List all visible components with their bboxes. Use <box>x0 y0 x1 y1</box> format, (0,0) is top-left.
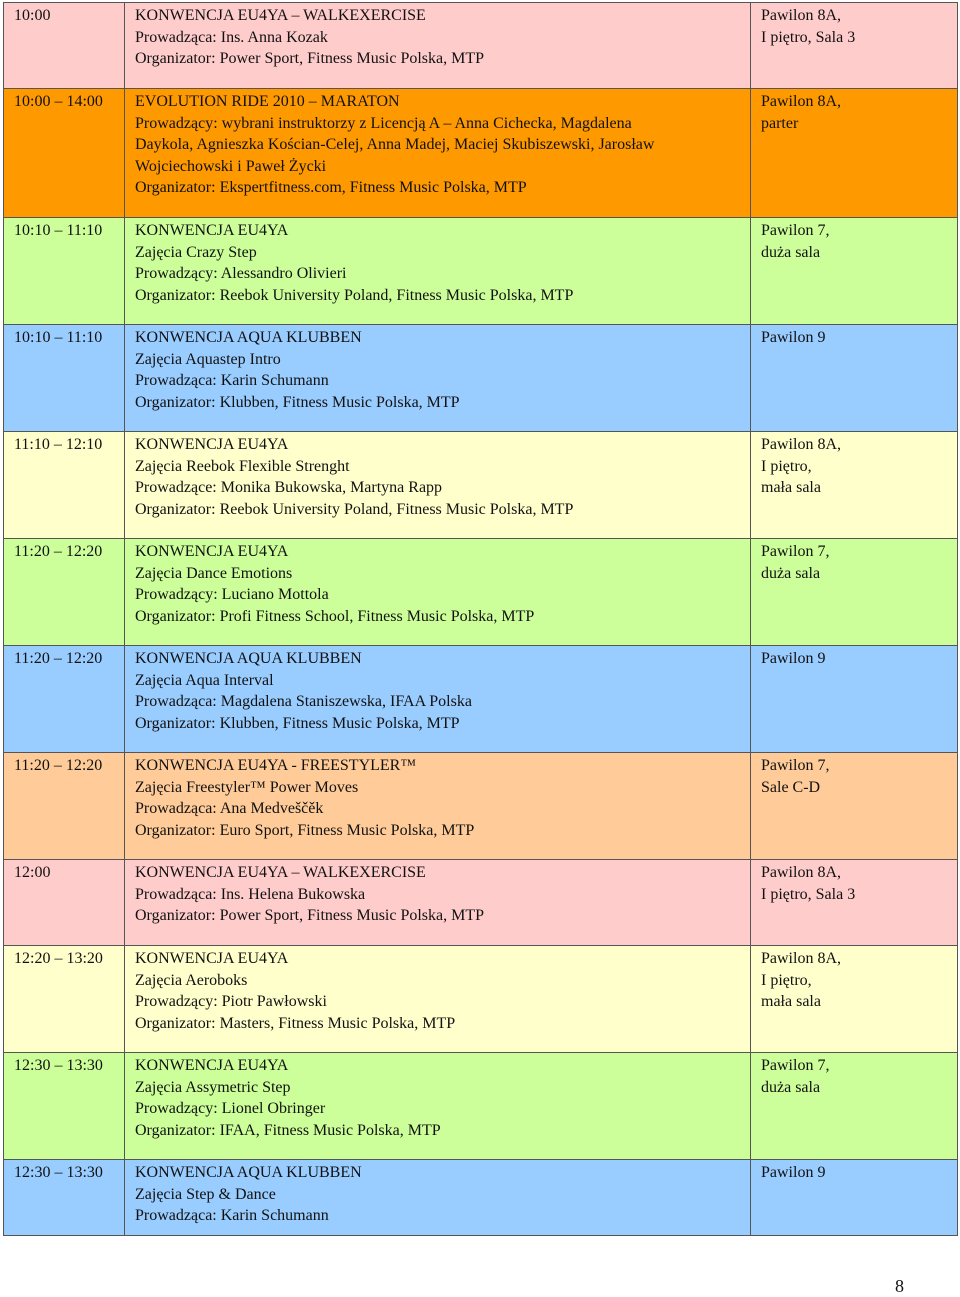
event-detail: Organizator: Klubben, Fitness Music Polska, MTP <box>135 714 460 732</box>
venue-line: Pawilon 7, <box>761 543 830 560</box>
venue-cell <box>751 1053 958 1160</box>
schedule-row <box>4 325 958 432</box>
event-title: KONWENCJA EU4YA <box>135 1057 289 1074</box>
event-title: KONWENCJA AQUA KLUBBEN <box>135 650 362 667</box>
venue-line: Sale C-D <box>761 778 821 796</box>
venue-cell <box>751 753 958 860</box>
schedule-row <box>4 646 958 753</box>
schedule-row <box>4 89 958 218</box>
event-title: KONWENCJA EU4YA - FREESTYLER™ <box>135 757 417 774</box>
event-detail: Prowadzące: Monika Bukowska, Martyna Rapp <box>135 479 443 496</box>
event-detail: Prowadzący: Lionel Obringer <box>135 1100 326 1117</box>
event-detail: Prowadzący: Piotr Pawłowski <box>135 993 327 1010</box>
event-detail: Organizator: Profi Fitness School, Fitness Music Polska, MTP <box>135 607 535 625</box>
venue-cell <box>751 946 958 1053</box>
time-cell: 10:00 – 14:00 <box>4 89 125 218</box>
venue-cell <box>751 3 958 89</box>
schedule-row <box>4 218 958 325</box>
event-detail: Organizator: Reebok University Poland, Fitness Music Polska, MTP <box>135 500 574 518</box>
event-detail: Prowadzący: Luciano Mottola <box>135 586 329 603</box>
description-cell <box>125 946 751 1053</box>
event-detail: Prowadząca: Ana Medveščěk <box>135 800 324 817</box>
venue-line: mała sala <box>761 993 821 1010</box>
venue-cell <box>751 860 958 946</box>
event-detail: Organizator: Masters, Fitness Music Polska, MTP <box>135 1014 456 1032</box>
venue-cell <box>751 432 958 539</box>
description-cell <box>125 860 751 946</box>
event-detail: Prowadząca: Karin Schumann <box>135 1207 329 1224</box>
description-cell <box>125 753 751 860</box>
schedule-row <box>4 753 958 860</box>
event-detail: Organizator: Power Sport, Fitness Music Polska, MTP <box>135 907 485 924</box>
event-detail: Zajęcia Aqua Interval <box>135 671 274 689</box>
venue-line: Pawilon 8A, <box>761 436 841 453</box>
event-title: EVOLUTION RIDE 2010 – MARATON <box>135 93 400 110</box>
schedule-row <box>4 432 958 539</box>
venue-cell <box>751 89 958 218</box>
venue-line: duża sala <box>761 243 821 261</box>
event-detail: Prowadząca: Magdalena Staniszewska, IFAA Polska <box>135 693 472 710</box>
time-cell: 12:30 – 13:30 <box>4 1053 125 1160</box>
time-cell: 12:00 <box>4 860 125 946</box>
venue-line: Pawilon 8A, <box>761 93 841 110</box>
venue-line: Pawilon 8A, <box>761 864 841 881</box>
event-detail: Organizator: IFAA, Fitness Music Polska, MTP <box>135 1121 441 1139</box>
venue-line: I piętro, Sala 3 <box>761 28 856 46</box>
event-title: KONWENCJA EU4YA <box>135 543 289 560</box>
venue-line: Pawilon 7, <box>761 1057 830 1074</box>
description-cell <box>125 432 751 539</box>
schedule-table <box>3 2 958 1236</box>
event-detail: Zajęcia Step & Dance <box>135 1185 276 1203</box>
schedule-row <box>4 3 958 89</box>
event-detail: Organizator: Reebok University Poland, Fitness Music Polska, MTP <box>135 286 574 304</box>
description-cell <box>125 218 751 325</box>
description-cell <box>125 539 751 646</box>
venue-line: Pawilon 9 <box>761 650 826 667</box>
time-cell: 10:10 – 11:10 <box>4 218 125 325</box>
venue-line: Pawilon 8A, <box>761 7 841 24</box>
venue-cell <box>751 325 958 432</box>
event-detail: Zajęcia Assymetric Step <box>135 1078 291 1096</box>
event-detail: Prowadzący: Alessandro Olivieri <box>135 265 347 282</box>
time-cell: 11:20 – 12:20 <box>4 753 125 860</box>
time-cell: 11:20 – 12:20 <box>4 646 125 753</box>
schedule-row <box>4 860 958 946</box>
venue-cell <box>751 539 958 646</box>
time-cell: 11:10 – 12:10 <box>4 432 125 539</box>
venue-line: Pawilon 7, <box>761 757 830 774</box>
event-detail: Zajęcia Aquastep Intro <box>135 350 281 368</box>
schedule-row <box>4 539 958 646</box>
page-number: 8 <box>895 1276 904 1296</box>
event-title: KONWENCJA EU4YA <box>135 222 289 239</box>
schedule-row <box>4 946 958 1053</box>
venue-line: duża sala <box>761 564 821 582</box>
event-detail: Zajęcia Freestyler™ Power Moves <box>135 778 359 796</box>
venue-cell <box>751 218 958 325</box>
venue-line: duża sala <box>761 1078 821 1096</box>
venue-line: I piętro, <box>761 971 812 989</box>
time-cell: 12:30 – 13:30 <box>4 1160 125 1236</box>
event-detail: Organizator: Power Sport, Fitness Music Polska, MTP <box>135 50 485 67</box>
description-cell <box>125 646 751 753</box>
event-detail: Zajęcia Aeroboks <box>135 971 248 989</box>
venue-line: Pawilon 9 <box>761 329 826 346</box>
event-title: KONWENCJA EU4YA – WALKEXERCISE <box>135 7 426 24</box>
venue-cell <box>751 646 958 753</box>
event-detail: Zajęcia Dance Emotions <box>135 564 293 582</box>
event-detail: Zajęcia Crazy Step <box>135 243 257 261</box>
event-title: KONWENCJA AQUA KLUBBEN <box>135 329 362 346</box>
event-detail: Prowadząca: Ins. Helena Bukowska <box>135 885 366 903</box>
schedule-body <box>4 3 958 1236</box>
event-detail: Organizator: Euro Sport, Fitness Music Polska, MTP <box>135 821 475 839</box>
event-detail: Prowadząca: Ins. Anna Kozak <box>135 28 328 46</box>
time-cell: 10:10 – 11:10 <box>4 325 125 432</box>
event-title: KONWENCJA EU4YA <box>135 950 289 967</box>
time-cell: 11:20 – 12:20 <box>4 539 125 646</box>
description-cell <box>125 89 751 218</box>
event-detail: Zajęcia Reebok Flexible Strenght <box>135 457 350 475</box>
venue-line: I piętro, <box>761 457 812 475</box>
description-cell <box>125 3 751 89</box>
venue-line: mała sala <box>761 479 821 496</box>
venue-line: I piętro, Sala 3 <box>761 885 856 903</box>
venue-line: parter <box>761 114 799 132</box>
event-detail: Wojciechowski i Paweł Życki <box>135 157 327 175</box>
venue-line: Pawilon 8A, <box>761 950 841 967</box>
schedule-row <box>4 1160 958 1236</box>
event-detail: Daykola, Agnieszka Kościan-Celej, Anna Madej, Maciej Skubiszewski, Jarosław <box>135 136 655 153</box>
description-cell <box>125 1053 751 1160</box>
venue-line: Pawilon 7, <box>761 222 830 239</box>
event-title: KONWENCJA AQUA KLUBBEN <box>135 1164 362 1181</box>
venue-cell <box>751 1160 958 1236</box>
time-cell: 10:00 <box>4 3 125 89</box>
description-cell <box>125 325 751 432</box>
description-cell <box>125 1160 751 1236</box>
event-detail: Organizator: Ekspertfitness.com, Fitness Music Polska, MTP <box>135 179 527 196</box>
event-title: KONWENCJA EU4YA – WALKEXERCISE <box>135 864 426 881</box>
venue-line: Pawilon 9 <box>761 1164 826 1181</box>
event-detail: Organizator: Klubben, Fitness Music Polska, MTP <box>135 393 460 411</box>
event-title: KONWENCJA EU4YA <box>135 436 289 453</box>
event-detail: Prowadzący: wybrani instruktorzy z Licencją A – Anna Cichecka, Magdalena <box>135 114 632 132</box>
schedule-row <box>4 1053 958 1160</box>
time-cell: 12:20 – 13:20 <box>4 946 125 1053</box>
event-detail: Prowadząca: Karin Schumann <box>135 372 329 389</box>
